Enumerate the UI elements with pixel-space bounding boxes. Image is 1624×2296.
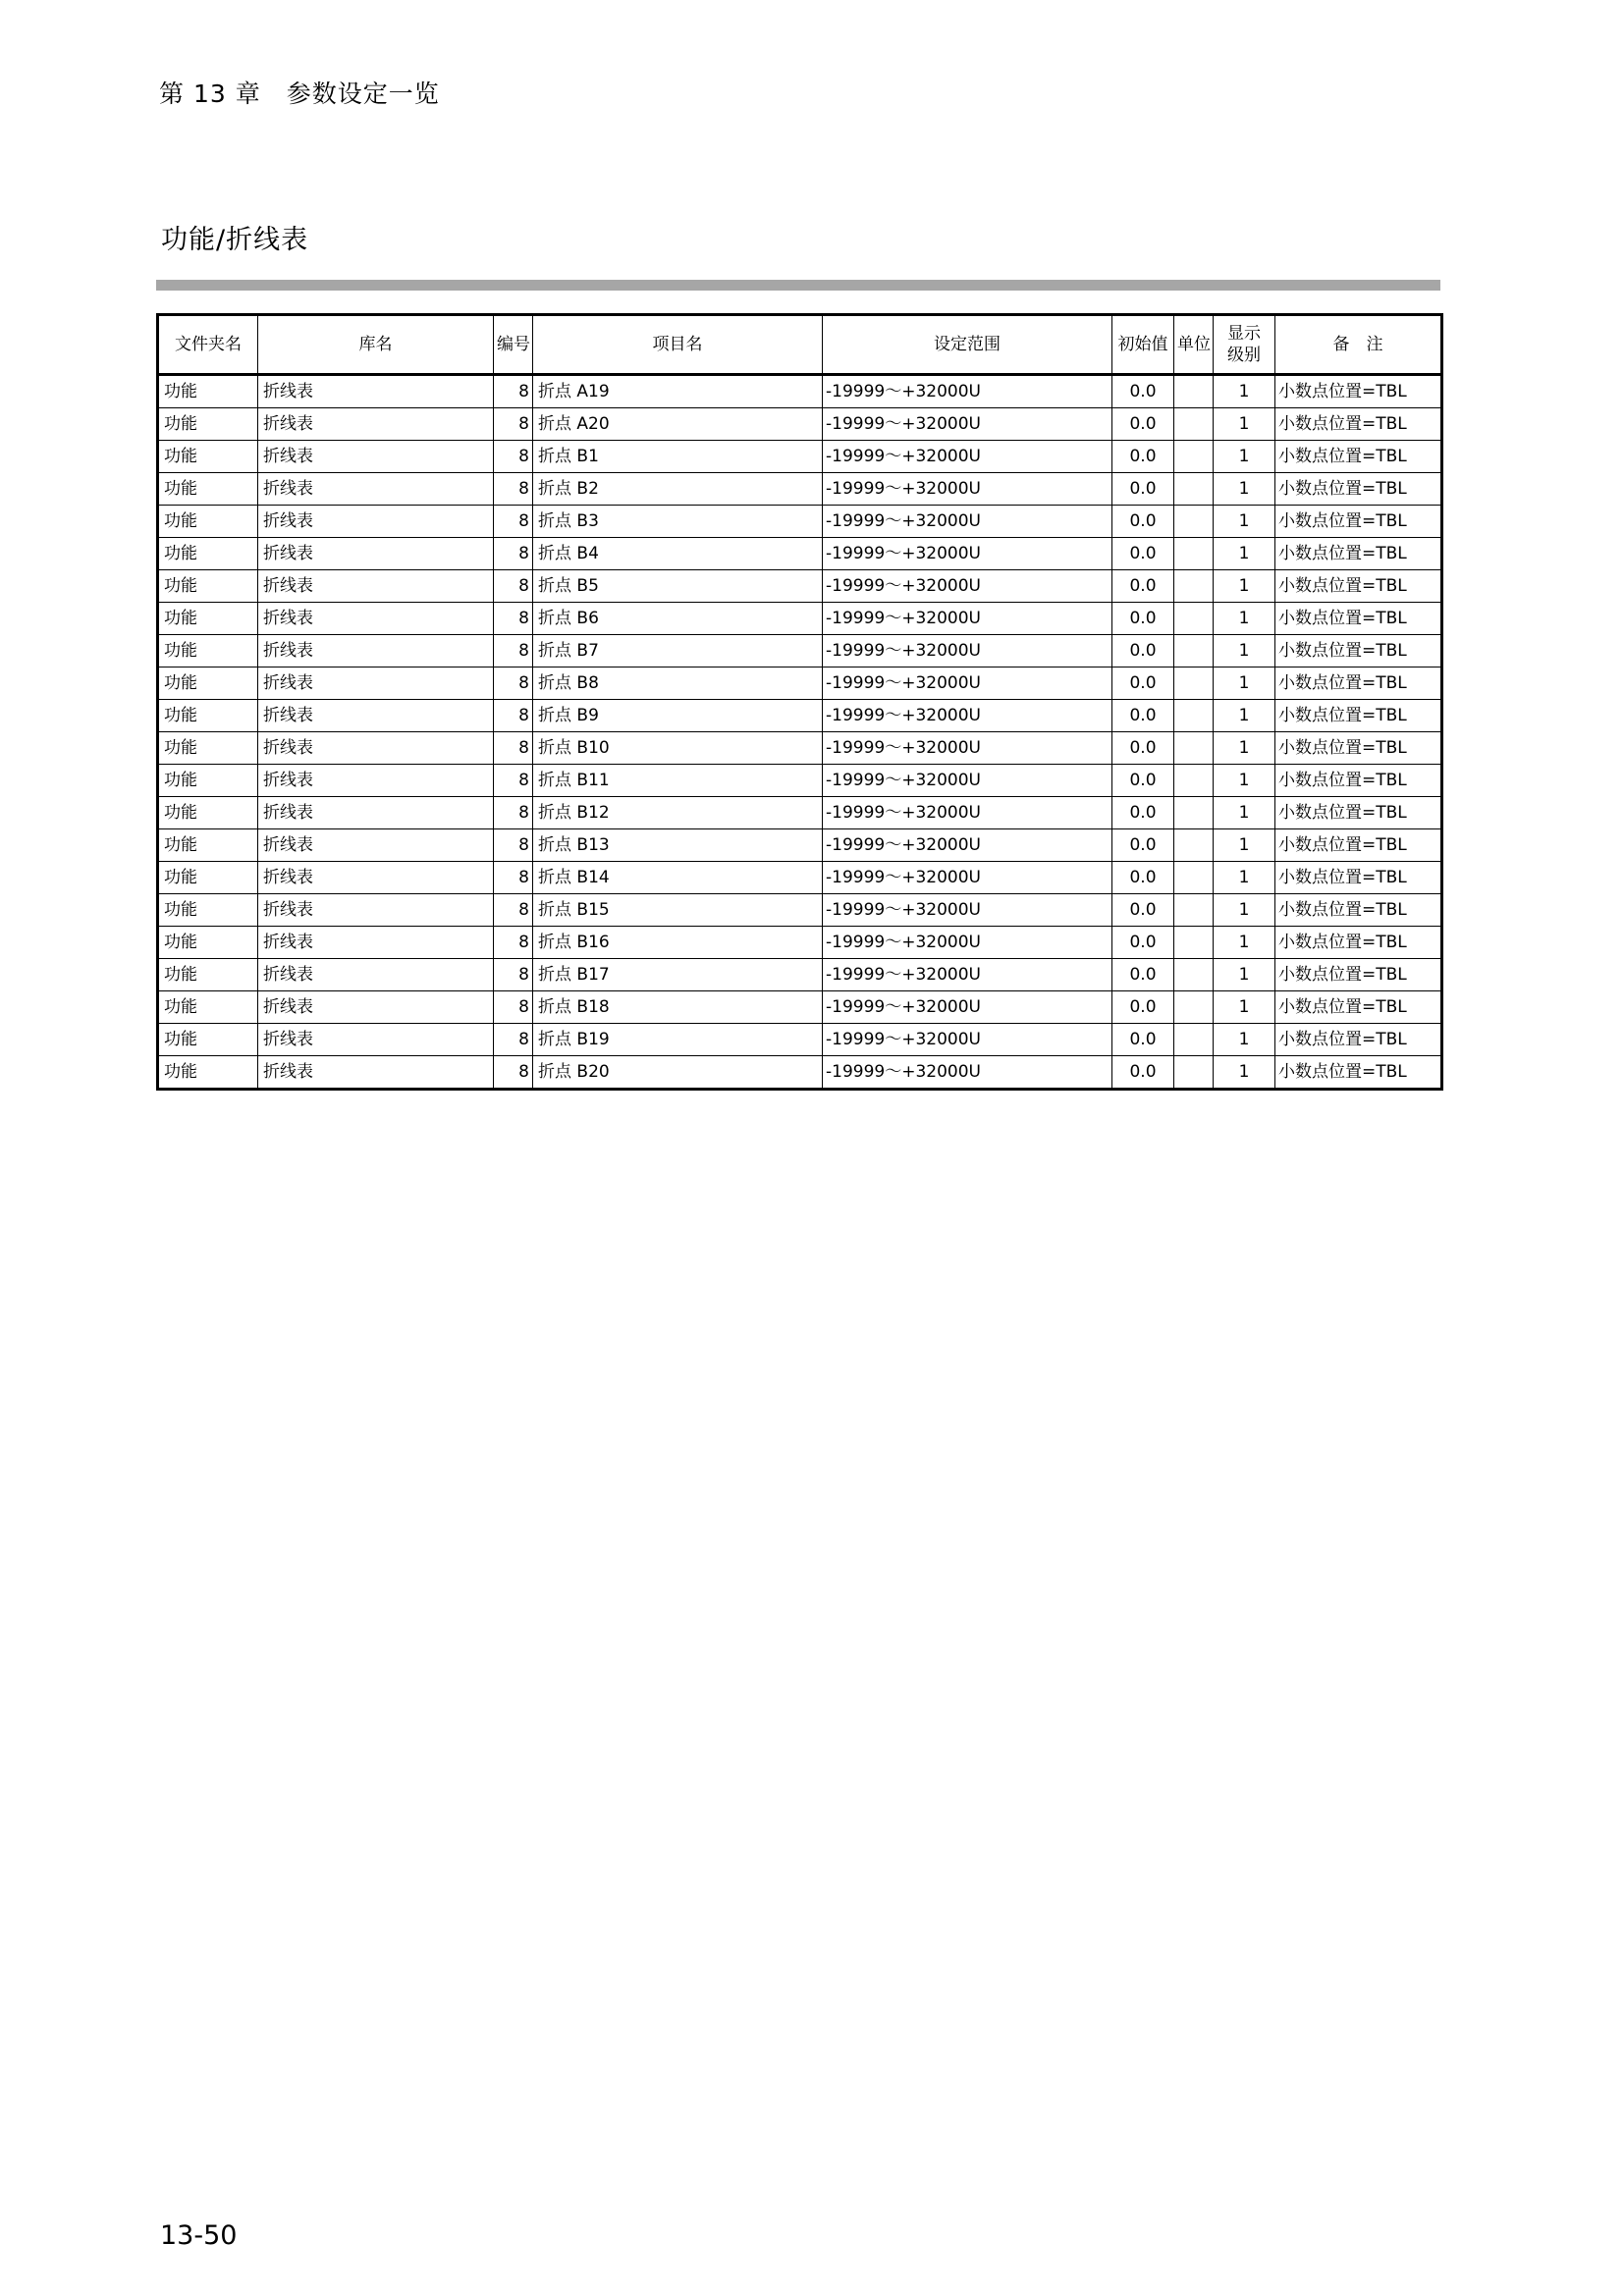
cell-note: 小数点位置=TBL — [1275, 862, 1442, 894]
cell-level: 1 — [1214, 408, 1275, 441]
cell-note: 小数点位置=TBL — [1275, 732, 1442, 765]
cell-level: 1 — [1214, 797, 1275, 829]
col-header-item: 项目名 — [533, 315, 823, 375]
page-number: 13-50 — [160, 2220, 238, 2251]
table-row — [158, 408, 1442, 441]
cell-library: 折线表 — [258, 635, 494, 667]
cell-library: 折线表 — [258, 959, 494, 991]
cell-library: 折线表 — [258, 570, 494, 603]
cell-item: 折点 B18 — [533, 991, 823, 1024]
cell-folder: 功能 — [158, 441, 258, 473]
cell-number: 8 — [494, 570, 533, 603]
cell-initial: 0.0 — [1112, 732, 1174, 765]
cell-library: 折线表 — [258, 506, 494, 538]
cell-library: 折线表 — [258, 375, 494, 408]
cell-note: 小数点位置=TBL — [1275, 894, 1442, 927]
table-row — [158, 959, 1442, 991]
cell-item: 折点 B1 — [533, 441, 823, 473]
cell-level: 1 — [1214, 635, 1275, 667]
table-row — [158, 667, 1442, 700]
cell-unit — [1174, 991, 1214, 1024]
cell-initial: 0.0 — [1112, 797, 1174, 829]
cell-library: 折线表 — [258, 603, 494, 635]
cell-initial: 0.0 — [1112, 959, 1174, 991]
table-row — [158, 700, 1442, 732]
cell-range: -19999～+32000U — [823, 959, 1112, 991]
cell-library: 折线表 — [258, 1024, 494, 1056]
cell-level: 1 — [1214, 441, 1275, 473]
cell-initial: 0.0 — [1112, 441, 1174, 473]
cell-number: 8 — [494, 441, 533, 473]
cell-level: 1 — [1214, 570, 1275, 603]
cell-unit — [1174, 829, 1214, 862]
cell-level: 1 — [1214, 700, 1275, 732]
cell-item: 折点 B10 — [533, 732, 823, 765]
cell-unit — [1174, 635, 1214, 667]
cell-level: 1 — [1214, 991, 1275, 1024]
cell-unit — [1174, 375, 1214, 408]
cell-library: 折线表 — [258, 441, 494, 473]
cell-item: 折点 B2 — [533, 473, 823, 506]
cell-unit — [1174, 1024, 1214, 1056]
cell-note: 小数点位置=TBL — [1275, 635, 1442, 667]
cell-level: 1 — [1214, 375, 1275, 408]
cell-initial: 0.0 — [1112, 829, 1174, 862]
cell-initial: 0.0 — [1112, 862, 1174, 894]
cell-initial: 0.0 — [1112, 506, 1174, 538]
cell-library: 折线表 — [258, 765, 494, 797]
section-title: 功能/折线表 — [161, 225, 309, 255]
cell-folder: 功能 — [158, 927, 258, 959]
cell-unit — [1174, 765, 1214, 797]
cell-number: 8 — [494, 506, 533, 538]
col-header-number: 编号 — [494, 315, 533, 375]
cell-range: -19999～+32000U — [823, 829, 1112, 862]
table-row — [158, 1024, 1442, 1056]
cell-note: 小数点位置=TBL — [1275, 667, 1442, 700]
cell-initial: 0.0 — [1112, 375, 1174, 408]
table-row — [158, 991, 1442, 1024]
cell-item: 折点 A19 — [533, 375, 823, 408]
cell-folder: 功能 — [158, 473, 258, 506]
cell-range: -19999～+32000U — [823, 700, 1112, 732]
cell-number: 8 — [494, 375, 533, 408]
cell-range: -19999～+32000U — [823, 1056, 1112, 1090]
cell-unit — [1174, 538, 1214, 570]
table-body — [158, 375, 1442, 1090]
cell-folder: 功能 — [158, 732, 258, 765]
cell-number: 8 — [494, 732, 533, 765]
cell-library: 折线表 — [258, 408, 494, 441]
cell-unit — [1174, 700, 1214, 732]
cell-unit — [1174, 732, 1214, 765]
cell-initial: 0.0 — [1112, 700, 1174, 732]
cell-level: 1 — [1214, 603, 1275, 635]
cell-folder: 功能 — [158, 408, 258, 441]
cell-item: 折点 B12 — [533, 797, 823, 829]
cell-number: 8 — [494, 538, 533, 570]
col-header-initial: 初始值 — [1112, 315, 1174, 375]
cell-folder: 功能 — [158, 797, 258, 829]
cell-item: 折点 B8 — [533, 667, 823, 700]
cell-number: 8 — [494, 1024, 533, 1056]
cell-number: 8 — [494, 894, 533, 927]
table-row — [158, 635, 1442, 667]
cell-level: 1 — [1214, 1024, 1275, 1056]
cell-initial: 0.0 — [1112, 408, 1174, 441]
cell-range: -19999～+32000U — [823, 375, 1112, 408]
cell-number: 8 — [494, 700, 533, 732]
cell-range: -19999～+32000U — [823, 538, 1112, 570]
cell-initial: 0.0 — [1112, 1024, 1174, 1056]
cell-number: 8 — [494, 765, 533, 797]
cell-folder: 功能 — [158, 991, 258, 1024]
cell-range: -19999～+32000U — [823, 765, 1112, 797]
cell-initial: 0.0 — [1112, 765, 1174, 797]
cell-item: 折点 B6 — [533, 603, 823, 635]
table-row — [158, 603, 1442, 635]
table-row — [158, 375, 1442, 408]
cell-initial: 0.0 — [1112, 927, 1174, 959]
cell-folder: 功能 — [158, 1024, 258, 1056]
cell-item: 折点 B7 — [533, 635, 823, 667]
section-divider — [156, 280, 1440, 291]
table-row — [158, 732, 1442, 765]
cell-note: 小数点位置=TBL — [1275, 829, 1442, 862]
cell-unit — [1174, 894, 1214, 927]
table-row — [158, 570, 1442, 603]
cell-item: 折点 B11 — [533, 765, 823, 797]
cell-note: 小数点位置=TBL — [1275, 1056, 1442, 1090]
cell-range: -19999～+32000U — [823, 732, 1112, 765]
cell-initial: 0.0 — [1112, 667, 1174, 700]
cell-note: 小数点位置=TBL — [1275, 570, 1442, 603]
cell-item: 折点 B17 — [533, 959, 823, 991]
cell-level: 1 — [1214, 1056, 1275, 1090]
cell-range: -19999～+32000U — [823, 635, 1112, 667]
cell-folder: 功能 — [158, 667, 258, 700]
parameter-table — [156, 313, 1443, 1091]
cell-initial: 0.0 — [1112, 570, 1174, 603]
table-row — [158, 797, 1442, 829]
cell-unit — [1174, 603, 1214, 635]
col-header-level: 显示级别 — [1214, 315, 1275, 375]
table-row — [158, 894, 1442, 927]
cell-folder: 功能 — [158, 538, 258, 570]
cell-range: -19999～+32000U — [823, 441, 1112, 473]
cell-level: 1 — [1214, 894, 1275, 927]
cell-unit — [1174, 408, 1214, 441]
table-header-row — [158, 315, 1442, 375]
cell-unit — [1174, 797, 1214, 829]
cell-item: 折点 B4 — [533, 538, 823, 570]
cell-note: 小数点位置=TBL — [1275, 765, 1442, 797]
cell-note: 小数点位置=TBL — [1275, 991, 1442, 1024]
cell-note: 小数点位置=TBL — [1275, 797, 1442, 829]
cell-range: -19999～+32000U — [823, 473, 1112, 506]
cell-folder: 功能 — [158, 765, 258, 797]
cell-unit — [1174, 441, 1214, 473]
cell-item: 折点 B3 — [533, 506, 823, 538]
cell-item: 折点 B15 — [533, 894, 823, 927]
cell-folder: 功能 — [158, 894, 258, 927]
cell-library: 折线表 — [258, 732, 494, 765]
cell-number: 8 — [494, 862, 533, 894]
cell-note: 小数点位置=TBL — [1275, 538, 1442, 570]
cell-initial: 0.0 — [1112, 1056, 1174, 1090]
cell-range: -19999～+32000U — [823, 991, 1112, 1024]
cell-unit — [1174, 570, 1214, 603]
cell-folder: 功能 — [158, 829, 258, 862]
cell-level: 1 — [1214, 765, 1275, 797]
chapter-header: 第 13 章 参数设定一览 — [159, 80, 440, 108]
cell-library: 折线表 — [258, 667, 494, 700]
cell-range: -19999～+32000U — [823, 1024, 1112, 1056]
table-row — [158, 1056, 1442, 1090]
cell-initial: 0.0 — [1112, 603, 1174, 635]
table-row — [158, 927, 1442, 959]
table-row — [158, 506, 1442, 538]
cell-item: 折点 B9 — [533, 700, 823, 732]
cell-range: -19999～+32000U — [823, 927, 1112, 959]
cell-range: -19999～+32000U — [823, 894, 1112, 927]
cell-item: 折点 B14 — [533, 862, 823, 894]
cell-initial: 0.0 — [1112, 635, 1174, 667]
cell-number: 8 — [494, 603, 533, 635]
cell-folder: 功能 — [158, 570, 258, 603]
cell-initial: 0.0 — [1112, 473, 1174, 506]
cell-note: 小数点位置=TBL — [1275, 1024, 1442, 1056]
col-header-unit: 单位 — [1174, 315, 1214, 375]
cell-item: 折点 B5 — [533, 570, 823, 603]
col-header-note: 备 注 — [1275, 315, 1442, 375]
cell-item: 折点 B20 — [533, 1056, 823, 1090]
cell-library: 折线表 — [258, 538, 494, 570]
cell-level: 1 — [1214, 829, 1275, 862]
cell-range: -19999～+32000U — [823, 603, 1112, 635]
cell-unit — [1174, 667, 1214, 700]
cell-unit — [1174, 473, 1214, 506]
table-row — [158, 829, 1442, 862]
cell-item: 折点 B19 — [533, 1024, 823, 1056]
cell-level: 1 — [1214, 506, 1275, 538]
cell-range: -19999～+32000U — [823, 797, 1112, 829]
cell-library: 折线表 — [258, 473, 494, 506]
cell-initial: 0.0 — [1112, 894, 1174, 927]
cell-folder: 功能 — [158, 862, 258, 894]
cell-library: 折线表 — [258, 797, 494, 829]
cell-folder: 功能 — [158, 635, 258, 667]
cell-level: 1 — [1214, 732, 1275, 765]
cell-level: 1 — [1214, 667, 1275, 700]
cell-range: -19999～+32000U — [823, 408, 1112, 441]
table-row — [158, 765, 1442, 797]
cell-note: 小数点位置=TBL — [1275, 441, 1442, 473]
cell-number: 8 — [494, 408, 533, 441]
cell-range: -19999～+32000U — [823, 506, 1112, 538]
table-row — [158, 473, 1442, 506]
col-header-range: 设定范围 — [823, 315, 1112, 375]
cell-library: 折线表 — [258, 894, 494, 927]
cell-library: 折线表 — [258, 700, 494, 732]
cell-folder: 功能 — [158, 375, 258, 408]
cell-level: 1 — [1214, 959, 1275, 991]
cell-item: 折点 A20 — [533, 408, 823, 441]
cell-level: 1 — [1214, 473, 1275, 506]
cell-number: 8 — [494, 959, 533, 991]
cell-number: 8 — [494, 667, 533, 700]
cell-note: 小数点位置=TBL — [1275, 959, 1442, 991]
cell-number: 8 — [494, 829, 533, 862]
cell-unit — [1174, 959, 1214, 991]
cell-item: 折点 B13 — [533, 829, 823, 862]
cell-number: 8 — [494, 635, 533, 667]
cell-number: 8 — [494, 797, 533, 829]
cell-library: 折线表 — [258, 927, 494, 959]
cell-number: 8 — [494, 927, 533, 959]
cell-folder: 功能 — [158, 700, 258, 732]
cell-level: 1 — [1214, 927, 1275, 959]
cell-library: 折线表 — [258, 991, 494, 1024]
cell-initial: 0.0 — [1112, 991, 1174, 1024]
cell-unit — [1174, 506, 1214, 538]
cell-folder: 功能 — [158, 603, 258, 635]
cell-note: 小数点位置=TBL — [1275, 603, 1442, 635]
table-row — [158, 441, 1442, 473]
cell-number: 8 — [494, 473, 533, 506]
cell-note: 小数点位置=TBL — [1275, 927, 1442, 959]
cell-library: 折线表 — [258, 862, 494, 894]
col-header-folder: 文件夹名 — [158, 315, 258, 375]
cell-note: 小数点位置=TBL — [1275, 473, 1442, 506]
cell-level: 1 — [1214, 862, 1275, 894]
cell-range: -19999～+32000U — [823, 570, 1112, 603]
cell-initial: 0.0 — [1112, 538, 1174, 570]
cell-range: -19999～+32000U — [823, 862, 1112, 894]
cell-note: 小数点位置=TBL — [1275, 375, 1442, 408]
cell-unit — [1174, 1056, 1214, 1090]
cell-note: 小数点位置=TBL — [1275, 506, 1442, 538]
cell-library: 折线表 — [258, 829, 494, 862]
cell-library: 折线表 — [258, 1056, 494, 1090]
cell-folder: 功能 — [158, 1056, 258, 1090]
cell-unit — [1174, 927, 1214, 959]
cell-note: 小数点位置=TBL — [1275, 408, 1442, 441]
cell-folder: 功能 — [158, 959, 258, 991]
cell-number: 8 — [494, 991, 533, 1024]
cell-level: 1 — [1214, 538, 1275, 570]
col-header-library: 库名 — [258, 315, 494, 375]
cell-unit — [1174, 862, 1214, 894]
cell-item: 折点 B16 — [533, 927, 823, 959]
cell-range: -19999～+32000U — [823, 667, 1112, 700]
table-row — [158, 862, 1442, 894]
cell-folder: 功能 — [158, 506, 258, 538]
table-row — [158, 538, 1442, 570]
cell-note: 小数点位置=TBL — [1275, 700, 1442, 732]
cell-number: 8 — [494, 1056, 533, 1090]
